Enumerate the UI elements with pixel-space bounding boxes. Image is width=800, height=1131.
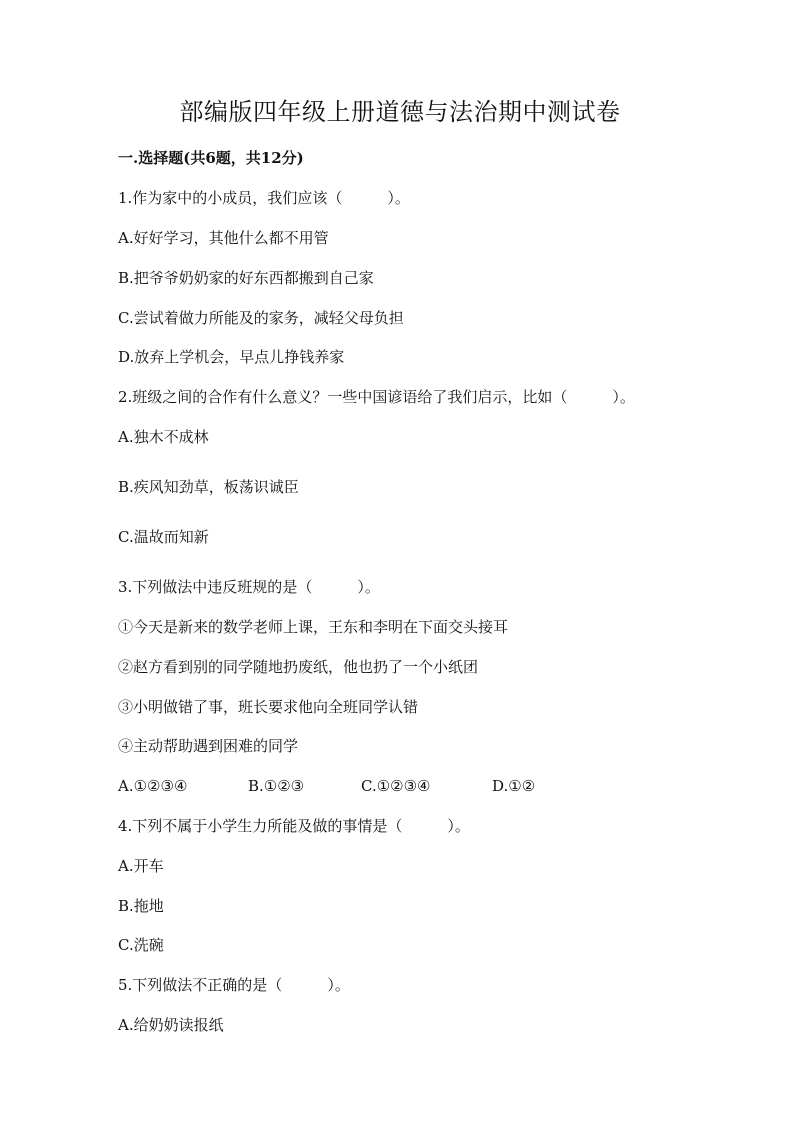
question-2-option-b: B.疾风知劲草，板荡识诚臣: [118, 478, 299, 496]
question-1-option-a: A.好好学习，其他什么都不用管: [118, 229, 329, 247]
question-3-option-d: D.①②: [492, 777, 536, 795]
question-5-option-a: A.给奶奶读报纸: [118, 1016, 224, 1034]
question-1-stem: 1.作为家中的小成员，我们应该（ ）。: [118, 189, 410, 207]
exam-title: 部编版四年级上册道德与法治期中测试卷: [179, 98, 621, 126]
question-3-statement-2: ②赵方看到别的同学随地扔废纸，他也扔了一个小纸团: [118, 658, 479, 676]
question-5-stem: 5.下列做法不正确的是（ ）。: [118, 976, 350, 994]
question-3-options-row: [118, 776, 678, 796]
question-3-statement-4: ④主动帮助遇到困难的同学: [118, 737, 299, 755]
question-3-option-a: A.①②③④: [118, 777, 188, 795]
question-4-option-a: A.开车: [118, 857, 164, 875]
question-2-stem: 2.班级之间的合作有什么意义？一些中国谚语给了我们启示，比如（ ）。: [118, 388, 635, 406]
question-4-option-c: C.洗碗: [118, 936, 164, 954]
question-4-stem: 4.下列不属于小学生力所能及做的事情是（ ）。: [118, 817, 470, 835]
question-1-option-b: B.把爷爷奶奶家的好东西都搬到自己家: [118, 269, 374, 287]
question-3-statement-1: ①今天是新来的数学老师上课，王东和李明在下面交头接耳: [118, 618, 509, 636]
question-3-statement-3: ③小明做错了事，班长要求他向全班同学认错: [118, 698, 419, 716]
question-4-option-b: B.拖地: [118, 897, 164, 915]
question-3-stem: 3.下列做法中违反班规的是（ ）。: [118, 578, 380, 596]
question-3-option-b: B.①②③: [248, 777, 305, 795]
question-2-option-c: C.温故而知新: [118, 528, 209, 546]
section-heading-choice: 一.选择题(共6题，共12分): [118, 149, 304, 167]
question-1-option-c: C.尝试着做力所能及的家务，减轻父母负担: [118, 309, 404, 327]
question-2-option-a: A.独木不成林: [118, 428, 209, 446]
question-3-option-c: C.①②③④: [361, 777, 431, 795]
question-1-option-d: D.放弃上学机会，早点儿挣钱养家: [118, 348, 345, 366]
